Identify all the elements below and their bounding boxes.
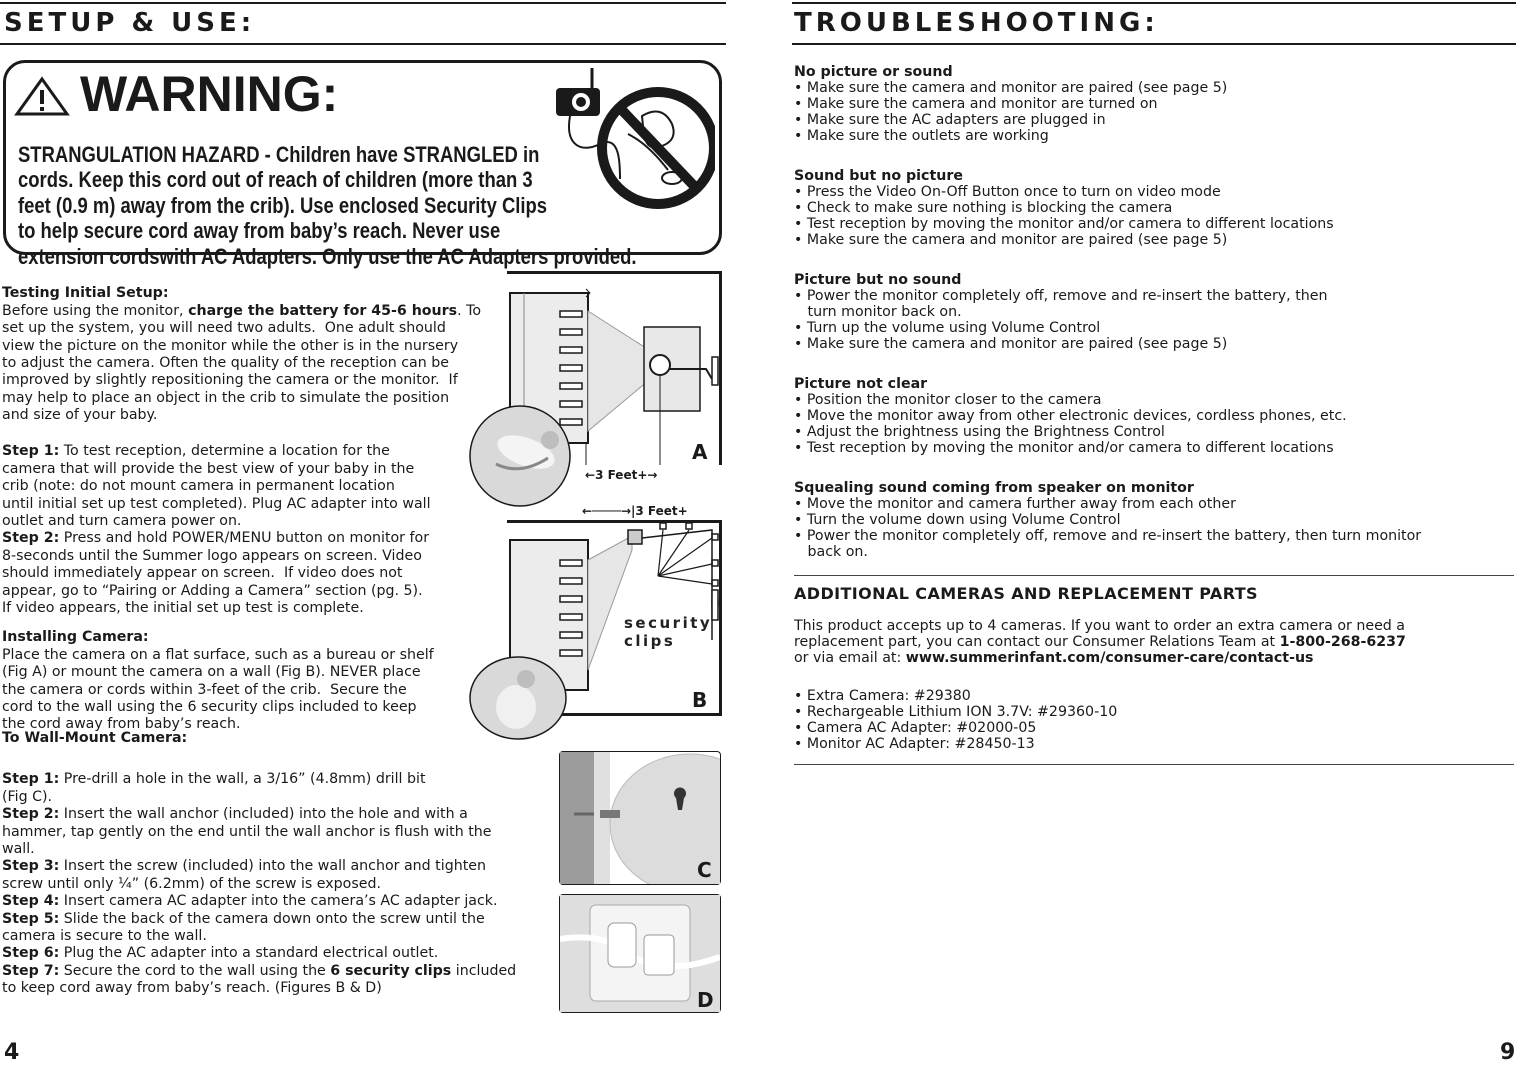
- phone-number[interactable]: 1-800-268-6237: [1279, 634, 1406, 650]
- ts-item: • Power the monitor completely off, remove and re-insert the battery, then turn monitor: [794, 528, 1422, 544]
- additional-line-text: replacement part, you can contact our Consumer Relations Team at: [794, 634, 1280, 650]
- ts-section-title: No picture or sound: [794, 64, 953, 80]
- additional-body: [794, 618, 1406, 666]
- ts-item: • Test reception by moving the monitor and/or camera to different locations: [794, 440, 1334, 456]
- warning-line: feet (0.9 m) away from the crib). Use enclosed Security Clips: [18, 192, 548, 218]
- figure-c-drawing: [560, 752, 720, 884]
- figure-a-dimension: ←3 Feet+→: [585, 468, 658, 482]
- step2-label: Step 2:: [2, 530, 60, 547]
- ts-item: • Move the monitor away from other electronic devices, cordless phones, etc.: [794, 408, 1347, 424]
- testing-line: set up the system, you will need two adults. One adult should: [2, 320, 446, 337]
- part-item: • Camera AC Adapter: #02000-05: [794, 720, 1037, 736]
- testing-line: . To: [457, 302, 482, 319]
- security-clips-caption-line: clips: [624, 632, 676, 650]
- ts-item: • Move the monitor and camera further away from each other: [794, 496, 1236, 512]
- figure-c-label: C: [697, 858, 712, 882]
- ts-item: • Make sure the camera and monitor are paired (see page 5): [794, 80, 1228, 96]
- figure-b-label: B: [692, 688, 708, 712]
- ts-item: • Check to make sure nothing is blocking the camera: [794, 200, 1173, 216]
- ts-item: turn monitor back on.: [794, 304, 962, 320]
- figure-d-label: D: [697, 988, 714, 1012]
- wm-step-label: Step 1:: [2, 771, 60, 788]
- security-clips-caption-line: security: [624, 614, 713, 632]
- wallmount-title-text: To Wall-Mount Camera:: [2, 730, 188, 746]
- additional-line: [794, 634, 1406, 650]
- warning-line: to help secure cord away from baby’s reach. Never use: [18, 218, 501, 244]
- wm-step-line: included: [451, 962, 517, 979]
- page-number-left: 4: [4, 1040, 20, 1065]
- parts-list: [794, 688, 1117, 752]
- ts-section-title: Picture but no sound: [794, 272, 962, 288]
- step2-line: Press and hold POWER/MENU button on monitor for: [59, 530, 430, 547]
- figure-b-dimension: ←────→|3 Feet+: [582, 504, 688, 518]
- testing-line: improved by slightly repositioning the camera or the monitor. If: [2, 372, 458, 389]
- security-clips-emphasis: 6 security clips: [330, 962, 452, 979]
- wm-step-line: screw until only ¼” (6.2mm) of the screw is exposed.: [2, 875, 381, 892]
- warning-line: STRANGULATION HAZARD - Children have STRANGLED in: [18, 141, 540, 167]
- step2-line: If video appears, the initial set up test is complete.: [2, 600, 364, 617]
- warning-triangle-icon: [14, 76, 70, 116]
- testing-line: to adjust the camera. Often the quality of the reception can be: [2, 355, 449, 372]
- ts-section-title: Picture not clear: [794, 376, 928, 392]
- wm-step-line: Insert camera AC adapter into the camera’s AC adapter jack.: [59, 893, 498, 910]
- baby-photo-a: [468, 404, 572, 508]
- setup-heading-underline: [0, 43, 726, 45]
- wm-step-line: Pre-drill a hole in the wall, a 3/16” (4.8mm) drill bit: [59, 771, 426, 788]
- testing-line: may help to place an object in the crib to simulate the position: [2, 389, 450, 406]
- warning-text: [18, 116, 637, 270]
- ts-section: [794, 376, 1347, 456]
- testing-title: Testing Initial Setup:: [2, 285, 169, 302]
- ts-item: • Turn the volume down using Volume Control: [794, 512, 1121, 528]
- steps-section: [2, 426, 431, 617]
- testing-line: view the picture on the monitor while the other is in the nursery: [2, 337, 459, 354]
- step1-line: outlet and turn camera power on.: [2, 513, 242, 530]
- setup-heading-rule: [0, 2, 726, 4]
- wm-step-label: Step 3:: [2, 858, 60, 875]
- warning-title: WARNING:: [80, 66, 339, 122]
- ts-section-title: Sound but no picture: [794, 168, 963, 184]
- part-item: • Monitor AC Adapter: #28450-13: [794, 736, 1035, 752]
- ts-item: • Make sure the camera and monitor are paired (see page 5): [794, 336, 1228, 352]
- figure-a-label: A: [692, 440, 708, 464]
- ts-item: • Test reception by moving the monitor and/or camera to different locations: [794, 216, 1334, 232]
- ts-item: • Power the monitor completely off, remove and re-insert the battery, then: [794, 288, 1328, 304]
- charge-battery-emphasis: charge the battery for 45-6 hours: [188, 302, 458, 319]
- step1-line: until initial set up test completed). Plug AC adapter into wall: [2, 495, 431, 512]
- ts-item: • Press the Video On-Off Button once to turn on video mode: [794, 184, 1221, 200]
- wm-step-label: Step 2:: [2, 806, 60, 823]
- installing-line: Place the camera on a flat surface, such as a bureau or shelf: [2, 646, 434, 663]
- troubleshooting-heading: TROUBLESHOOTING:: [794, 8, 1159, 38]
- troubleshooting-heading-underline: [792, 43, 1516, 45]
- ts-item: • Make sure the outlets are working: [794, 128, 1049, 144]
- figure-d-drawing: [560, 895, 720, 1012]
- installing-title: Installing Camera:: [2, 629, 149, 646]
- installing-line: cord to the wall using the 6 security clips included to keep: [2, 699, 417, 716]
- wm-step-label: Step 4:: [2, 893, 60, 910]
- ts-item: • Position the monitor closer to the camera: [794, 392, 1102, 408]
- troubleshooting-heading-rule: [792, 2, 1516, 4]
- step2-line: appear, go to “Pairing or Adding a Camera” section (pg. 5).: [2, 582, 423, 599]
- installing-line: the cord away from baby’s reach.: [2, 716, 241, 733]
- step2-line: 8-seconds until the Summer logo appears on screen. Video: [2, 547, 422, 564]
- warning-line: cords. Keep this cord out of reach of children (more than 3: [18, 167, 533, 193]
- additional-title: ADDITIONAL CAMERAS AND REPLACEMENT PARTS: [794, 584, 1258, 603]
- security-clips-caption: [624, 614, 712, 650]
- ts-item: • Make sure the AC adapters are plugged in: [794, 112, 1106, 128]
- ts-section: [794, 272, 1327, 352]
- testing-line: and size of your baby.: [2, 407, 158, 424]
- step1-line: To test reception, determine a location for the: [59, 443, 390, 460]
- ts-item: • Make sure the camera and monitor are turned on: [794, 96, 1158, 112]
- testing-section: [2, 268, 481, 425]
- ts-section: [794, 168, 1334, 248]
- wm-step-line: Insert the wall anchor (included) into the hole and with a: [59, 806, 468, 823]
- additional-line: [794, 650, 1406, 666]
- figure-b-dimension-text: 3 Feet: [635, 504, 678, 518]
- additional-line: This product accepts up to 4 cameras. If you want to order an extra camera or need a: [794, 618, 1406, 634]
- contact-url-link[interactable]: www.summerinfant.com/consumer-care/contact-us: [905, 650, 1314, 666]
- testing-line: Before using the monitor,: [2, 302, 189, 319]
- wm-step-label: Step 7:: [2, 962, 60, 979]
- additional-top-rule: [794, 575, 1514, 576]
- installing-line: (Fig A) or mount the camera on a wall (Fig B). NEVER place: [2, 664, 421, 681]
- installing-section: [2, 612, 434, 734]
- wm-step-label: Step 6:: [2, 945, 60, 962]
- ts-item: back on.: [794, 544, 868, 560]
- baby-cord-prohibition-icon: [550, 64, 715, 214]
- ts-item: • Make sure the camera and monitor are paired (see page 5): [794, 232, 1228, 248]
- wm-step-line: wall.: [2, 841, 35, 858]
- additional-line-text: or via email at:: [794, 650, 906, 666]
- wm-step-line: camera is secure to the wall.: [2, 928, 207, 945]
- step1-line: camera that will provide the best view of your baby in the: [2, 460, 415, 477]
- wm-step-line: Insert the screw (included) into the wall anchor and tighten: [59, 858, 486, 875]
- wm-step-label: Step 5:: [2, 910, 60, 927]
- wm-step-line: Secure the cord to the wall using the: [59, 962, 331, 979]
- warning-line: extension cordswith AC Adapters. Only use the AC Adapters provided.: [18, 243, 637, 269]
- ts-section: [794, 64, 1227, 144]
- wm-step-line: hammer, tap gently on the end until the wall anchor is flush with the: [2, 823, 492, 840]
- wm-step-line: Plug the AC adapter into a standard electrical outlet.: [59, 945, 439, 962]
- setup-heading: SETUP & USE:: [4, 8, 256, 38]
- wallmount-title: [2, 730, 187, 747]
- step1-line: crib (note: do not mount camera in permanent location: [2, 478, 395, 495]
- wm-step-line: (Fig C).: [2, 788, 53, 805]
- figure-a-dimension-text: 3 Feet: [595, 468, 638, 482]
- part-item: • Rechargeable Lithium ION 3.7V: #29360-10: [794, 704, 1118, 720]
- ts-item: • Turn up the volume using Volume Control: [794, 320, 1101, 336]
- additional-bottom-rule: [794, 764, 1514, 765]
- ts-section-title: Squealing sound coming from speaker on monitor: [794, 480, 1194, 496]
- wm-step-line: to keep cord away from baby’s reach. (Figures B & D): [2, 980, 382, 997]
- ts-section: [794, 480, 1421, 560]
- page-number-right: 9: [1500, 1040, 1516, 1065]
- ts-item: • Adjust the brightness using the Brightness Control: [794, 424, 1165, 440]
- step1-label: Step 1:: [2, 443, 60, 460]
- step2-line: should immediately appear on screen. If video does not: [2, 565, 403, 582]
- baby-photo-b: [468, 655, 568, 741]
- wm-step-line: Slide the back of the camera down onto the screw until the: [59, 910, 485, 927]
- installing-line: the camera or cords within 3-feet of the crib. Secure the: [2, 681, 407, 698]
- wallmount-steps: [2, 754, 516, 998]
- part-item: • Extra Camera: #29380: [794, 688, 971, 704]
